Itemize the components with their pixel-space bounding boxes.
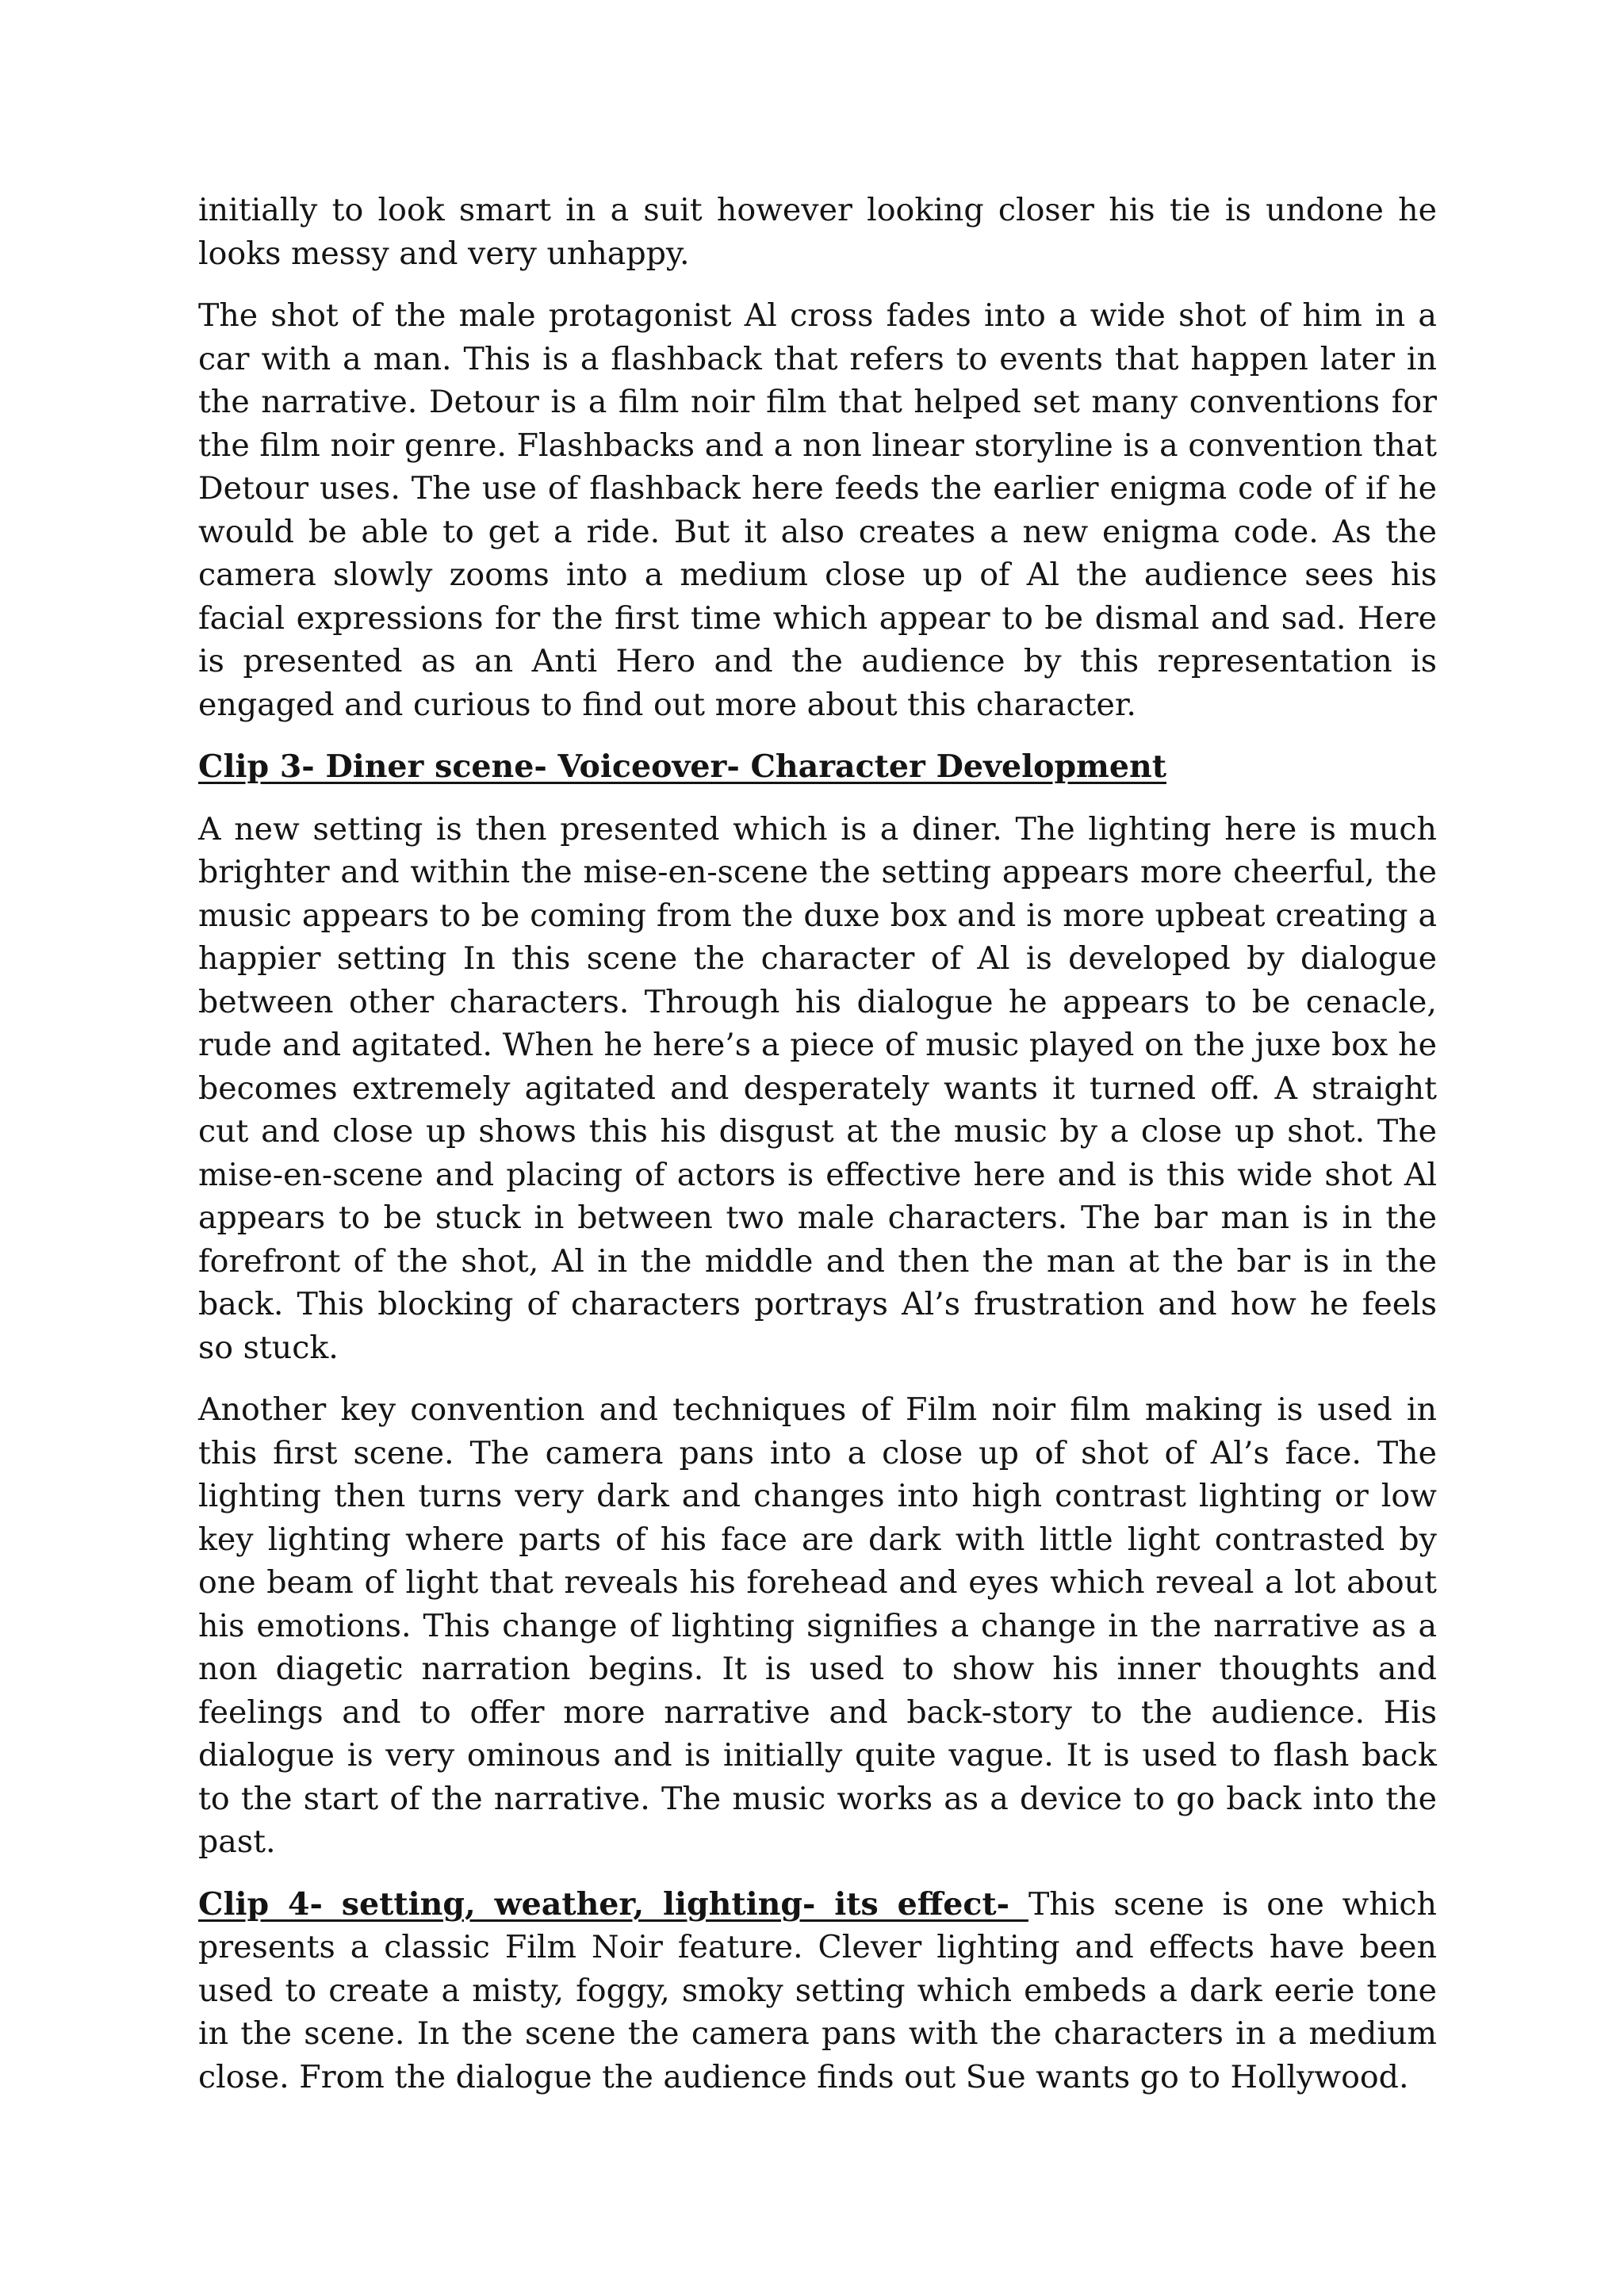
paragraph-clip-4 (198, 1883, 1437, 2099)
heading-clip-3 (198, 745, 1437, 789)
paragraph-clip-4-body: This scene is one which presents a classic Film Noir feature. Clever lighting and effects have been used to create a misty, foggy, smoky setting which embeds a dark eerie tone in the scene. In the scene the camera pans with the characters in a medium close. From the dialogue the audience finds out Sue wants go to Hollywood. (198, 1885, 1437, 2095)
heading-clip-3-text: Clip 3- Diner scene- Voiceover- Character Development (198, 748, 1166, 785)
paragraph-costume: initially to look smart in a suit however looking closer his tie is undone he looks messy and very unhappy. (198, 192, 1437, 272)
paragraph-diner-scene: A new setting is then presented which is a diner. The lighting here is much brighter and within the mise-en-scene the setting appears more cheerful, the music appears to be coming from the duxe box and is more upbeat creating a happier setting In this scene the character of Al is developed by dialogue between other characters. Through his dialogue he appears to be cenacle, rude and agitated. When he here’s a piece of music played on the juxe box he becomes extremely agitated and desperately wants it turned off. A straight cut and close up shows this his disgust at the music by a close up shot. The mise-en-scene and placing of actors is effective here and is this wide shot Al appears to be stuck in between two male characters. The bar man is in the forefront of the shot, Al in the middle and then the man at the bar is in the back. This blocking of characters portrays Al’s frustration and how he feels so stuck. (198, 810, 1437, 1366)
paragraph-flashback: The shot of the male protagonist Al cross fades into a wide shot of him in a car with a man. This is a flashback that refers to events that happen later in the narrative. Detour is a film noir film that helped set many conventions for the film noir genre. Flashbacks and a non linear storyline is a convention that Detour uses. The use of flashback here feeds the earlier enigma code of if he would be able to get a ride. But it also creates a new enigma code. As the camera slowly zooms into a medium close up of Al the audience sees his facial expressions for the first time which appear to be dismal and sad. Here is presented as an Anti Hero and the audience by this representation is engaged and curious to find out more about this character. (198, 297, 1437, 723)
document-page (198, 189, 1437, 2118)
heading-clip-4-text: Clip 4- setting, weather, lighting- its effect- (198, 1885, 1028, 1923)
paragraph-low-key-lighting: Another key convention and techniques of Film noir film making is used in this first scene. The camera pans into a close up of shot of Al’s face. The lighting then turns very dark and changes into high contrast lighting or low key lighting where parts of his face are dark with little light contrasted by one beam of light that reveals his forehead and eyes which reveal a lot about his emotions. This change of lighting signifies a change in the narrative as a non diagetic narration begins. It is used to show his inner thoughts and feelings and to offer more narrative and back-story to the audience. His dialogue is very ominous and is initially quite vague. It is used to flash back to the start of the narrative. The music works as a device to go back into the past. (198, 1391, 1437, 1860)
